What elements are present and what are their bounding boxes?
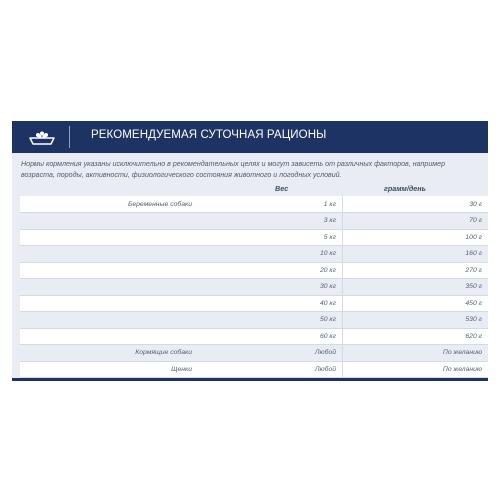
row-grams: 70 г xyxy=(343,213,489,230)
row-category xyxy=(20,328,200,345)
table-row xyxy=(20,295,488,312)
row-grams: 100 г xyxy=(343,229,489,246)
row-weight: 40 кг xyxy=(200,295,343,312)
table-row xyxy=(20,312,488,329)
row-weight: 30 кг xyxy=(200,279,343,296)
row-category xyxy=(20,229,200,246)
row-grams: 350 г xyxy=(343,279,489,296)
row-category xyxy=(20,246,200,263)
row-weight: Любой xyxy=(200,361,343,378)
row-grams: По желанию xyxy=(343,361,489,378)
feeding-table xyxy=(20,196,488,378)
row-grams: 530 г xyxy=(343,312,489,329)
table-row xyxy=(20,279,488,296)
row-grams: 30 г xyxy=(343,196,489,213)
table-row xyxy=(20,246,488,263)
row-weight: 10 кг xyxy=(200,246,343,263)
table-row xyxy=(20,196,488,213)
row-category xyxy=(20,262,200,279)
row-weight: 60 кг xyxy=(200,328,343,345)
row-grams: 450 г xyxy=(343,295,489,312)
row-category xyxy=(20,312,200,329)
table-row xyxy=(20,361,488,378)
table-row xyxy=(20,262,488,279)
row-weight: 3 кг xyxy=(200,213,343,230)
row-weight: 20 кг xyxy=(200,262,343,279)
row-category xyxy=(20,213,200,230)
row-grams: 270 г xyxy=(343,262,489,279)
table-row xyxy=(20,229,488,246)
feeding-table-body xyxy=(20,196,488,378)
row-weight: 50 кг xyxy=(200,312,343,329)
column-header-grams: грамм/день xyxy=(384,184,426,193)
panel-header xyxy=(12,121,488,153)
header-divider xyxy=(69,126,70,148)
row-category xyxy=(20,295,200,312)
column-header-weight: Вес xyxy=(275,184,289,193)
row-category: Кормящие собаки xyxy=(20,345,200,362)
panel-bottom-border xyxy=(12,378,488,381)
row-weight: Любой xyxy=(200,345,343,362)
row-category: Беременные собаки xyxy=(20,196,200,213)
dog-food-bowl-icon xyxy=(27,127,57,147)
row-grams: 160 г xyxy=(343,246,489,263)
feeding-recommendation-panel xyxy=(12,121,488,381)
row-weight: 5 кг xyxy=(200,229,343,246)
table-row xyxy=(20,345,488,362)
row-category: Щенки xyxy=(20,361,200,378)
row-category xyxy=(20,279,200,296)
feeding-note: Нормы кормления указаны исключительно в рекомендательных целях и могут зависеть от различных факторов, например возраста, породы, активности, физиологического состояния животного и погодных условий. xyxy=(21,160,446,179)
row-grams: 620 г xyxy=(343,328,489,345)
table-row xyxy=(20,328,488,345)
row-weight: 1 кг xyxy=(200,196,343,213)
row-grams: По желанию xyxy=(343,345,489,362)
table-row xyxy=(20,213,488,230)
panel-title: РЕКОМЕНДУЕМАЯ СУТОЧНАЯ РАЦИОНЫ xyxy=(91,129,327,141)
